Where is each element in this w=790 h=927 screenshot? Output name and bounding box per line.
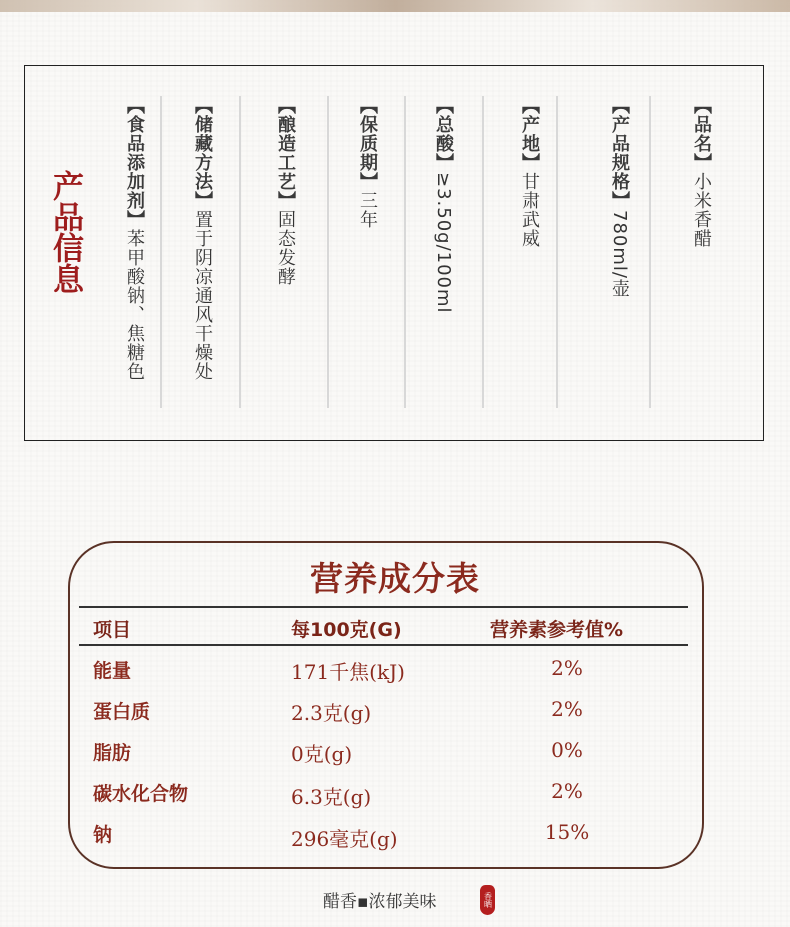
column-divider <box>482 96 484 408</box>
field-product-spec <box>590 96 630 386</box>
field-key: 【保质期】 <box>357 96 378 191</box>
table-header-rule <box>79 644 688 646</box>
row-nrv: 2% <box>551 656 583 680</box>
field-origin <box>500 96 540 386</box>
field-key: 【食品添加剂】 <box>124 96 145 229</box>
row-item-name: 蛋白质 <box>93 701 151 723</box>
field-value: ≥3.50g/100ml <box>433 172 454 314</box>
row-amount: 0克(g) <box>291 742 353 766</box>
product-info-heading: 产品信息 <box>47 170 83 294</box>
field-key: 【产品规格】 <box>609 96 630 210</box>
row-item-name: 脂肪 <box>93 742 132 764</box>
field-key: 【产地】 <box>519 96 540 172</box>
row-nrv: 0% <box>551 738 583 762</box>
header-item: 项目 <box>93 619 132 641</box>
column-divider <box>404 96 406 408</box>
row-item-name: 能量 <box>93 660 132 682</box>
row-amount: 6.3克(g) <box>291 785 372 809</box>
row-nrv: 2% <box>551 697 583 721</box>
seal-stamp-icon <box>480 885 495 915</box>
row-nrv: 15% <box>544 820 590 844</box>
column-divider <box>649 96 651 408</box>
field-value: 苯甲酸钠、焦糖色 <box>124 229 145 381</box>
field-value: 三年 <box>357 191 378 229</box>
column-divider <box>556 96 558 408</box>
footer-slogan: 醋香▪浓郁美味 <box>323 892 437 912</box>
row-amount: 171千焦(kJ) <box>291 660 405 684</box>
table-top-rule <box>79 606 688 608</box>
field-value: 置于阴凉通风干燥处 <box>192 210 213 381</box>
row-item-name: 钠 <box>93 824 113 846</box>
field-food-additives <box>105 96 145 386</box>
field-value: 小米香醋 <box>691 172 712 248</box>
field-storage-method <box>173 96 213 386</box>
row-nrv: 2% <box>551 779 583 803</box>
column-divider <box>327 96 329 408</box>
field-value: 固态发酵 <box>275 210 296 286</box>
nutrition-table-title: 营养成分表 <box>310 559 480 598</box>
column-divider <box>239 96 241 408</box>
field-value: 甘肃武威 <box>519 172 540 248</box>
header-nrv: 营养素参考值% <box>490 619 624 641</box>
field-product-name <box>672 96 712 386</box>
field-shelf-life <box>338 96 378 386</box>
top-decorative-strip <box>0 0 790 12</box>
field-value: 780ml/壶 <box>609 210 630 298</box>
field-total-acid <box>414 96 454 386</box>
field-key: 【品名】 <box>691 96 712 172</box>
field-key: 【总酸】 <box>433 96 454 172</box>
row-amount: 2.3克(g) <box>291 701 372 725</box>
row-item-name: 碳水化合物 <box>93 783 189 805</box>
field-brewing-process <box>256 96 296 386</box>
row-amount: 296毫克(g) <box>291 827 398 851</box>
field-key: 【储藏方法】 <box>192 96 213 210</box>
column-divider <box>160 96 162 408</box>
seal-text: 香晒 <box>483 892 493 908</box>
header-per-100g: 每100克(G) <box>291 619 402 641</box>
field-key: 【酿造工艺】 <box>275 96 296 210</box>
